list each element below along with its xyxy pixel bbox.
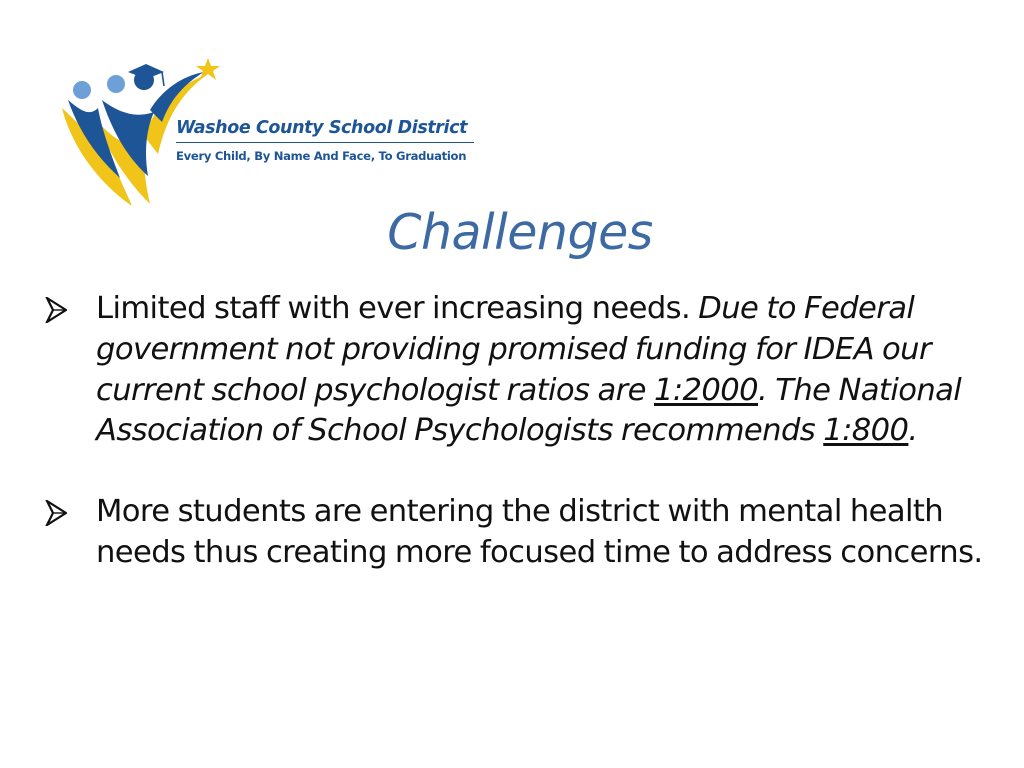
ratio-current: 1:2000 bbox=[653, 372, 759, 408]
district-logo bbox=[58, 56, 488, 216]
bullet-item-mental-health bbox=[45, 492, 995, 574]
bullet-lead: Limited staff with ever increasing needs. bbox=[96, 291, 699, 326]
bullet-italic-text-2: . The National Association of School Psychologists recommends bbox=[96, 372, 962, 449]
bullet-item-staffing bbox=[45, 289, 995, 452]
district-tagline: Every Child, By Name And Face, To Graduation bbox=[176, 149, 467, 163]
arrow-bullet-icon bbox=[45, 500, 67, 526]
bullet-text: More students are entering the district with mental health needs thus creating more focused time to address concerns. bbox=[96, 494, 983, 570]
logo-divider bbox=[176, 142, 474, 143]
arrow-bullet-icon bbox=[45, 297, 67, 323]
bullet-italic-end: . bbox=[908, 413, 918, 449]
slide-title: Challenges bbox=[387, 204, 653, 261]
ratio-recommended: 1:800 bbox=[823, 413, 909, 449]
district-name: Washoe County School District bbox=[176, 118, 468, 138]
bullet-list bbox=[45, 289, 995, 574]
bullet-text bbox=[96, 289, 995, 452]
bullet-italic-text: Due to Federal government not providing promised funding for IDEA our current school psychologist ratios are bbox=[96, 291, 931, 408]
